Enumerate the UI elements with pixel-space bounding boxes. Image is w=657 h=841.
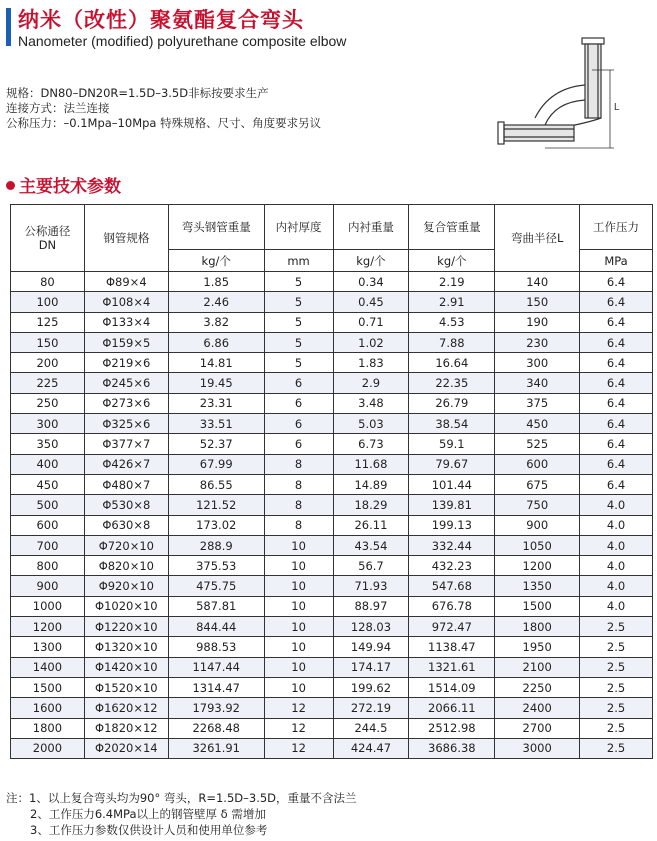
- table-cell: 128.03: [333, 617, 409, 637]
- note-line: 3、工作压力参数仅供设计人员和使用单位参考: [30, 823, 268, 837]
- table-cell: 475.75: [168, 576, 264, 596]
- table-cell: 19.45: [168, 373, 264, 393]
- table-cell: 2.5: [580, 718, 653, 738]
- table-cell: 1350: [495, 576, 580, 596]
- table-cell: 6.4: [580, 373, 653, 393]
- table-cell: 700: [11, 535, 85, 555]
- table-cell: 6.4: [580, 292, 653, 312]
- table-cell: Φ630×8: [84, 515, 168, 535]
- table-cell: 6.4: [580, 393, 653, 413]
- table-cell: 2.5: [580, 677, 653, 697]
- table-row: [11, 474, 653, 494]
- table-cell: 1000: [11, 596, 85, 616]
- table-cell: 79.67: [409, 454, 495, 474]
- table-cell: 750: [495, 495, 580, 515]
- unit-cell: mm: [264, 250, 333, 272]
- table-cell: Φ89×4: [84, 272, 168, 292]
- table-cell: 988.53: [168, 637, 264, 657]
- table-row: [11, 414, 653, 434]
- table-cell: 2.5: [580, 657, 653, 677]
- table-row: [11, 596, 653, 616]
- table-cell: 149.94: [333, 637, 409, 657]
- table-cell: 547.68: [409, 576, 495, 596]
- bullet-dot-icon: [6, 181, 15, 190]
- table-cell: 26.11: [333, 515, 409, 535]
- table-row: [11, 495, 653, 515]
- header-cell: 公称通径 DN: [11, 205, 85, 272]
- table-cell: 10: [264, 576, 333, 596]
- table-cell: 1050: [495, 535, 580, 555]
- spec-line: 连接方式：法兰连接: [6, 101, 110, 115]
- spec-line: 公称压力：–0.1Mpa–10Mpa 特殊规格、尺寸、角度要求另议: [6, 116, 322, 130]
- table-cell: 587.81: [168, 596, 264, 616]
- table-cell: 199.62: [333, 677, 409, 697]
- table-cell: 26.79: [409, 393, 495, 413]
- table-cell: 2066.11: [409, 698, 495, 718]
- table-cell: 33.51: [168, 414, 264, 434]
- table-row: [11, 657, 653, 677]
- dimension-label: L: [614, 102, 620, 113]
- table-cell: 1321.61: [409, 657, 495, 677]
- table-cell: 10: [264, 556, 333, 576]
- table-cell: 3000: [495, 738, 580, 758]
- table-cell: 43.54: [333, 535, 409, 555]
- table-cell: 6: [264, 414, 333, 434]
- table-cell: 100: [11, 292, 85, 312]
- table-cell: 675: [495, 474, 580, 494]
- table-cell: Φ920×10: [84, 576, 168, 596]
- unit-cell: MPa: [580, 250, 653, 272]
- spec-table: [10, 204, 653, 759]
- section-heading: [6, 172, 121, 197]
- table-cell: 272.19: [333, 698, 409, 718]
- table-cell: 3261.91: [168, 738, 264, 758]
- table-row: [11, 454, 653, 474]
- table-cell: 1200: [11, 617, 85, 637]
- table-cell: 6.73: [333, 434, 409, 454]
- table-row: [11, 434, 653, 454]
- table-cell: 424.47: [333, 738, 409, 758]
- table-cell: 332.44: [409, 535, 495, 555]
- elbow-diagram: [490, 30, 620, 155]
- table-cell: 1500: [495, 596, 580, 616]
- note-line: 2、工作压力6.4MPa以上的钢管壁厚 δ 需增加: [30, 807, 266, 821]
- table-cell: 101.44: [409, 474, 495, 494]
- table-cell: 56.7: [333, 556, 409, 576]
- table-cell: 52.37: [168, 434, 264, 454]
- table-cell: 6.4: [580, 474, 653, 494]
- table-cell: 600: [11, 515, 85, 535]
- table-cell: 600: [495, 454, 580, 474]
- table-cell: 230: [495, 332, 580, 352]
- title-accent-bar: [6, 8, 11, 46]
- table-cell: 2000: [11, 738, 85, 758]
- table-cell: 1800: [495, 617, 580, 637]
- table-cell: 5: [264, 312, 333, 332]
- table-cell: 400: [11, 454, 85, 474]
- table-cell: 1793.92: [168, 698, 264, 718]
- table-cell: 38.54: [409, 414, 495, 434]
- table-cell: 288.9: [168, 535, 264, 555]
- table-cell: 2250: [495, 677, 580, 697]
- table-cell: 59.1: [409, 434, 495, 454]
- table-cell: 5: [264, 353, 333, 373]
- table-cell: 4.0: [580, 535, 653, 555]
- table-cell: 10: [264, 535, 333, 555]
- table-cell: 8: [264, 495, 333, 515]
- table-row: [11, 556, 653, 576]
- table-row: [11, 373, 653, 393]
- table-cell: 1138.47: [409, 637, 495, 657]
- table-cell: 6: [264, 373, 333, 393]
- table-cell: 2.19: [409, 272, 495, 292]
- table-header-row: [11, 205, 653, 250]
- unit-cell: kg/个: [168, 250, 264, 272]
- table-cell: 10: [264, 617, 333, 637]
- header-cell: 复合管重量: [409, 205, 495, 250]
- page-title: 纳米（改性）聚氨酯复合弯头: [18, 8, 304, 32]
- table-cell: Φ133×4: [84, 312, 168, 332]
- table-row: [11, 353, 653, 373]
- table-cell: 250: [11, 393, 85, 413]
- table-cell: Φ159×5: [84, 332, 168, 352]
- table-cell: 1.83: [333, 353, 409, 373]
- table-cell: Φ245×6: [84, 373, 168, 393]
- table-cell: 2.9: [333, 373, 409, 393]
- table-row: [11, 515, 653, 535]
- table-cell: 12: [264, 698, 333, 718]
- table-cell: 23.31: [168, 393, 264, 413]
- table-row: [11, 393, 653, 413]
- table-cell: 173.02: [168, 515, 264, 535]
- table-cell: 1800: [11, 718, 85, 738]
- table-cell: 7.88: [409, 332, 495, 352]
- table-cell: 2.5: [580, 637, 653, 657]
- table-cell: 225: [11, 373, 85, 393]
- page-subtitle-en: Nanometer (modified) polyurethane composite elbow: [18, 33, 347, 49]
- table-cell: Φ325×6: [84, 414, 168, 434]
- table-cell: 3.82: [168, 312, 264, 332]
- header-cell: 弯曲半径L: [495, 205, 580, 272]
- table-row: [11, 312, 653, 332]
- table-cell: 6.4: [580, 353, 653, 373]
- table-cell: 2268.48: [168, 718, 264, 738]
- header-cell: 内衬重量: [333, 205, 409, 250]
- table-cell: Φ1220×10: [84, 617, 168, 637]
- table-cell: 22.35: [409, 373, 495, 393]
- table-cell: 10: [264, 677, 333, 697]
- table-cell: 4.53: [409, 312, 495, 332]
- table-cell: Φ426×7: [84, 454, 168, 474]
- header-cell: 工作压力: [580, 205, 653, 250]
- table-cell: 500: [11, 495, 85, 515]
- table-row: [11, 535, 653, 555]
- table-cell: Φ1820×12: [84, 718, 168, 738]
- table-cell: 10: [264, 637, 333, 657]
- table-cell: 0.71: [333, 312, 409, 332]
- header-cell: 弯头钢管重量: [168, 205, 264, 250]
- table-cell: 2100: [495, 657, 580, 677]
- table-cell: 0.34: [333, 272, 409, 292]
- table-cell: Φ108×4: [84, 292, 168, 312]
- table-cell: 3.48: [333, 393, 409, 413]
- table-cell: 0.45: [333, 292, 409, 312]
- table-cell: 6: [264, 393, 333, 413]
- table-cell: 1514.09: [409, 677, 495, 697]
- table-cell: 18.29: [333, 495, 409, 515]
- header-cell: 钢管规格: [84, 205, 168, 272]
- table-row: [11, 332, 653, 352]
- table-cell: 844.44: [168, 617, 264, 637]
- table-cell: 1147.44: [168, 657, 264, 677]
- table-cell: Φ377×7: [84, 434, 168, 454]
- table-cell: 6.4: [580, 312, 653, 332]
- table-cell: 972.47: [409, 617, 495, 637]
- table-cell: 5: [264, 292, 333, 312]
- table-body: [11, 272, 653, 759]
- table-cell: 1.85: [168, 272, 264, 292]
- table-cell: 1300: [11, 637, 85, 657]
- table-cell: 2.5: [580, 617, 653, 637]
- table-cell: 1200: [495, 556, 580, 576]
- table-cell: 16.64: [409, 353, 495, 373]
- table-cell: 150: [11, 332, 85, 352]
- table-cell: 10: [264, 657, 333, 677]
- table-cell: 244.5: [333, 718, 409, 738]
- table-row: [11, 272, 653, 292]
- table-row: [11, 677, 653, 697]
- table-cell: 190: [495, 312, 580, 332]
- table-row: [11, 637, 653, 657]
- table-cell: 375.53: [168, 556, 264, 576]
- table-cell: 375: [495, 393, 580, 413]
- table-cell: 86.55: [168, 474, 264, 494]
- table-cell: 1950: [495, 637, 580, 657]
- unit-cell: kg/个: [409, 250, 495, 272]
- table-cell: 525: [495, 434, 580, 454]
- table-cell: Φ530×8: [84, 495, 168, 515]
- table-cell: 8: [264, 474, 333, 494]
- table-cell: 1600: [11, 698, 85, 718]
- table-cell: 2700: [495, 718, 580, 738]
- table-cell: Φ480×7: [84, 474, 168, 494]
- table-cell: 12: [264, 718, 333, 738]
- table-cell: 2.5: [580, 698, 653, 718]
- table-cell: 2.91: [409, 292, 495, 312]
- table-cell: Φ720×10: [84, 535, 168, 555]
- table-cell: 2.46: [168, 292, 264, 312]
- unit-cell: kg/个: [333, 250, 409, 272]
- table-cell: 6.4: [580, 414, 653, 434]
- table-cell: 900: [495, 515, 580, 535]
- table-cell: 150: [495, 292, 580, 312]
- table-cell: 6.4: [580, 434, 653, 454]
- table-cell: Φ1520×10: [84, 677, 168, 697]
- table-row: [11, 738, 653, 758]
- table-cell: Φ219×6: [84, 353, 168, 373]
- table-row: [11, 576, 653, 596]
- table-cell: 676.78: [409, 596, 495, 616]
- table-cell: 3686.38: [409, 738, 495, 758]
- table-cell: Φ1320×10: [84, 637, 168, 657]
- table-cell: 174.17: [333, 657, 409, 677]
- table-cell: 6.86: [168, 332, 264, 352]
- table-cell: 139.81: [409, 495, 495, 515]
- table-cell: 450: [11, 474, 85, 494]
- table-cell: 71.93: [333, 576, 409, 596]
- table-cell: 5: [264, 272, 333, 292]
- table-row: [11, 698, 653, 718]
- spec-list: [6, 86, 321, 131]
- table-cell: Φ820×10: [84, 556, 168, 576]
- table-cell: 140: [495, 272, 580, 292]
- table-cell: 450: [495, 414, 580, 434]
- note-line: 注：1、以上复合弯头均为90° 弯头，R=1.5D–3.5D，重量不含法兰: [6, 791, 357, 805]
- table-cell: 1400: [11, 657, 85, 677]
- table-cell: 200: [11, 353, 85, 373]
- table-row: [11, 292, 653, 312]
- table-cell: 80: [11, 272, 85, 292]
- table-cell: 4.0: [580, 596, 653, 616]
- header-cell: 内衬厚度: [264, 205, 333, 250]
- table-cell: 2.5: [580, 738, 653, 758]
- table-cell: Φ273×6: [84, 393, 168, 413]
- table-cell: 5.03: [333, 414, 409, 434]
- table-cell: 1.02: [333, 332, 409, 352]
- table-cell: 12: [264, 738, 333, 758]
- table-cell: 14.89: [333, 474, 409, 494]
- table-cell: 121.52: [168, 495, 264, 515]
- notes: [6, 790, 357, 838]
- section-title: 主要技术参数: [19, 177, 121, 197]
- table-row: [11, 718, 653, 738]
- table-cell: 1500: [11, 677, 85, 697]
- table-cell: 350: [11, 434, 85, 454]
- spec-line: 规格：DN80–DN20R=1.5D–3.5D非标按要求生产: [6, 86, 269, 100]
- table-cell: 6.4: [580, 332, 653, 352]
- table-cell: 10: [264, 596, 333, 616]
- table-cell: 6.4: [580, 272, 653, 292]
- table-cell: 2512.98: [409, 718, 495, 738]
- table-cell: 800: [11, 556, 85, 576]
- table-cell: 300: [495, 353, 580, 373]
- table-row: [11, 617, 653, 637]
- table-cell: 4.0: [580, 576, 653, 596]
- table-cell: 6.4: [580, 454, 653, 474]
- table-cell: 8: [264, 515, 333, 535]
- table-cell: 4.0: [580, 495, 653, 515]
- table-cell: 8: [264, 454, 333, 474]
- table-cell: 199.13: [409, 515, 495, 535]
- table-cell: 6: [264, 434, 333, 454]
- table-cell: 14.81: [168, 353, 264, 373]
- table-cell: 1314.47: [168, 677, 264, 697]
- table-cell: 340: [495, 373, 580, 393]
- table-cell: 4.0: [580, 515, 653, 535]
- table-cell: Φ1620×12: [84, 698, 168, 718]
- table-cell: 432.23: [409, 556, 495, 576]
- table-cell: 67.99: [168, 454, 264, 474]
- table-cell: Φ2020×14: [84, 738, 168, 758]
- table-cell: 4.0: [580, 556, 653, 576]
- table-cell: 11.68: [333, 454, 409, 474]
- table-cell: 900: [11, 576, 85, 596]
- table-cell: 300: [11, 414, 85, 434]
- table-cell: Φ1420×10: [84, 657, 168, 677]
- table-cell: 5: [264, 332, 333, 352]
- table-cell: 2400: [495, 698, 580, 718]
- table-cell: 88.97: [333, 596, 409, 616]
- table-cell: 125: [11, 312, 85, 332]
- table-cell: Φ1020×10: [84, 596, 168, 616]
